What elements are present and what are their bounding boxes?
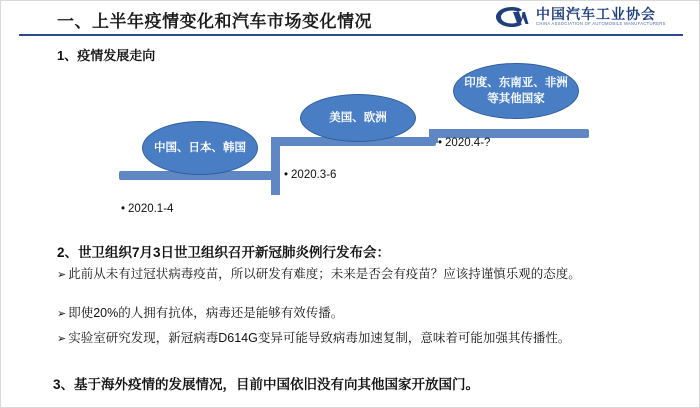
page-title: 一、上半年疫情变化和汽车市场变化情况 bbox=[57, 12, 372, 31]
section2-bullet-3-text: 实验室研究发现，新冠病毒D614G变异可能导致病毒加速复制，意味着可能加强其传播性。 bbox=[68, 331, 571, 345]
slide-header bbox=[1, 1, 700, 37]
stage-date-3: • 2020.4-? bbox=[438, 137, 490, 149]
stage-ellipse-1: 中国、日本、韩国 bbox=[142, 121, 258, 175]
association-logo bbox=[492, 3, 687, 33]
section2-bullet-2 bbox=[57, 303, 667, 324]
section2-bullet-1 bbox=[57, 264, 667, 285]
arrow-bullet-icon: ➢ bbox=[57, 308, 67, 320]
stage-date-1: • 2020.1-4 bbox=[121, 203, 173, 215]
section2-bullet-1-text: 此前从未有过冠状病毒疫苗，所以研发有难度；未来是否会有疫苗？应该持谨慎乐观的态度。 bbox=[68, 267, 581, 281]
cam-logo-icon bbox=[492, 4, 530, 30]
section3-title: 3、基于海外疫情的发展情况，目前中国依旧没有向其他国家开放国门。 bbox=[53, 377, 480, 392]
section2-bullet-2-text: 即使20%的人拥有抗体，病毒还是能够有效传播。 bbox=[68, 306, 344, 320]
arrow-bullet-icon: ➢ bbox=[57, 333, 67, 345]
step-riser-1 bbox=[271, 171, 280, 195]
section1-title: 1、疫情发展走向 bbox=[57, 48, 156, 63]
section2-bullet-3 bbox=[57, 328, 673, 349]
header-divider bbox=[19, 34, 683, 36]
stage-date-2: • 2020.3-6 bbox=[284, 169, 336, 181]
stage-ellipse-3: 印度、东南亚、非洲等其他国家 bbox=[453, 63, 579, 119]
arrow-bullet-icon: ➢ bbox=[57, 269, 67, 281]
section2-title: 2、世卫组织7月3日世卫组织召开新冠肺炎例行发布会： bbox=[57, 245, 391, 260]
logo-text-chinese: 中国汽车工业协会 bbox=[536, 6, 656, 22]
step-riser-2 bbox=[271, 137, 280, 173]
stage-ellipse-2: 美国、欧洲 bbox=[300, 94, 416, 142]
step-riser-3 bbox=[429, 129, 438, 143]
logo-text-english: CHINA ASSOCIATION OF AUTOMOBILE MANUFACTURERS bbox=[536, 21, 666, 26]
